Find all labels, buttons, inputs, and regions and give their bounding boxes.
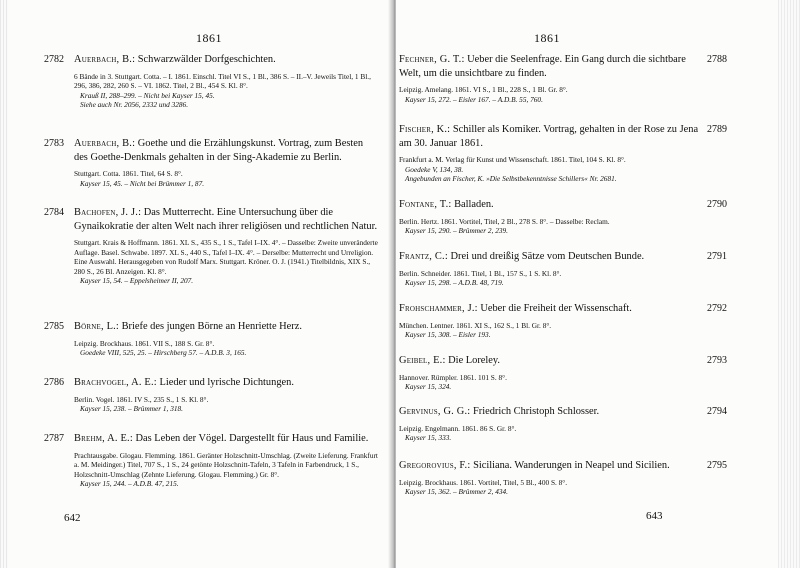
- entry-info: Leipzig. Amelang. 1861. VI S., 1 Bl., 228 S., 1 Bl. Gr. 8°.: [399, 85, 568, 94]
- page-header-right: 1861: [534, 31, 560, 45]
- entry-2790: [399, 198, 727, 236]
- entry-title: Schiller als Komiker. Vortrag, gehalten in der Rose zu Jena am 30. Januar 1861.: [399, 124, 699, 149]
- entry-title: Siciliana. Wanderungen in Neapel und Sicilien.: [473, 460, 670, 471]
- entry-2782: [44, 53, 378, 110]
- entry-heading: [399, 459, 699, 473]
- entry-title: Das Leben der Vögel. Dargestellt für Haus und Familie.: [135, 433, 369, 444]
- entry-author: Börne, L.:: [74, 321, 120, 332]
- entry-info: Stuttgart. Cotta. 1861. Titel, 64 S. 8°.: [74, 169, 183, 178]
- entry-2788: [399, 53, 727, 104]
- entry-number: 2790: [707, 199, 727, 210]
- entry-heading: [399, 123, 699, 150]
- entry-info: 6 Bände in 3. Stuttgart. Cotta. – I. 1861. Einschl. Titel VI S., 1 Bl., 386 S. – II.–V. Jeweils Titel, 1 Bl., 296, 386, 282, 260 S. – VI. 1862. Titel, 2 Bl., 454 S. Kl. 8°.: [74, 71, 371, 91]
- entry-info: Berlin. Hertz. 1861. Vortitel, Titel, 2 Bl., 278 S. 8°. – Dasselbe: Reclam.: [399, 216, 610, 226]
- entry-heading: [399, 354, 699, 368]
- entry-title: Friedrich Christoph Schlosser.: [472, 406, 600, 417]
- entry-title: Ueber die Seelenfrage. Ein Gang durch die sichtbare Welt, um die unsichtbare zu finden.: [399, 54, 686, 79]
- entry-author: Fontane, T.:: [399, 199, 452, 210]
- entry-info: Leipzig. Brockhaus. 1861. VII S., 188 S. Gr. 8°.: [74, 338, 215, 348]
- entry-heading: [399, 250, 699, 264]
- entry-author: Brehm, A. E.:: [74, 433, 133, 444]
- entry-heading: [74, 432, 378, 446]
- entry-title: Lieder und lyrische Dichtungen.: [159, 377, 294, 388]
- entry-2791: [399, 250, 727, 288]
- entry-title: Balladen.: [454, 199, 494, 210]
- entry-number: 2793: [707, 355, 727, 366]
- entry-number: 2792: [707, 303, 727, 314]
- page-edge-left: [0, 0, 8, 568]
- entry-ref: Kayser 15, 333.: [405, 433, 452, 443]
- entry-author: Frantz, C.:: [399, 251, 448, 262]
- page-number-left: 642: [64, 512, 81, 524]
- entry-info: Stuttgart. Krais & Hoffmann. 1861. XL S., 435 S., 1 S., Tafel I–IX. 4°. – Dasselbe: Zweite unveränderte Auflage. Basel. Schwabe. 1897. XL S., 440 S., Tafel I–IX. 4°. – Derselbe: Mutterrecht und Urreligion. Eine Auswahl. Herausgegeben von Rudolf Marx. Stuttgart. Kröner. O. J. (1941.) Titelbildnis, XIX S., 280 S., 26 Bl. Anzeigen. Kl. 8°.: [74, 238, 378, 276]
- entry-info: Berlin. Schneider. 1861. Titel, 1 Bl., 157 S., 1 S. Kl. 8°.: [399, 268, 562, 278]
- entry-ref: Angebunden an Fischer, K. »Die Selbstbekenntnisse Schillers« Nr. 2681.: [405, 174, 617, 184]
- entry-ref: Kayser 15, 362. – Brümmer 2, 434.: [405, 487, 508, 497]
- page-edge-right: [778, 0, 800, 568]
- entry-number: 2794: [707, 406, 727, 417]
- entry-ref: Kayser 15, 290. – Brümmer 2, 239.: [405, 226, 508, 236]
- entry-title: Ueber die Freiheit der Wissenschaft.: [480, 303, 632, 314]
- entry-ref: Kayser 15, 45. – Nicht bei Brümmer 1, 87.: [80, 178, 205, 188]
- entry-2787: [44, 432, 378, 489]
- entry-title: Die Loreley.: [448, 355, 501, 366]
- entry-ref: Kayser 15, 244. – A.D.B. 47, 215.: [80, 479, 179, 489]
- entry-2792: [399, 302, 727, 340]
- entry-heading: [74, 320, 378, 334]
- entry-number: 2788: [707, 54, 727, 65]
- entry-ref: Kayser 15, 238. – Brümmer 1, 318.: [80, 404, 183, 414]
- entry-number: 2791: [707, 251, 727, 262]
- entry-title: Goethe und die Erzählungskunst. Vortrag, zum Besten des Goethe-Denkmals gehalten in der Sing-Akademie zu Berlin.: [74, 138, 364, 163]
- entry-ref: Goedeke V, 134, 38.: [405, 164, 464, 174]
- entry-heading: [74, 376, 378, 390]
- entry-ref: Kayser 15, 298. – A.D.B. 48, 719.: [405, 278, 504, 288]
- entry-2795: [399, 459, 727, 497]
- entry-ref: Krauß II, 288–299. – Nicht bei Kayser 15, 45.: [80, 90, 215, 100]
- entry-2786: [44, 376, 378, 414]
- entry-number: 2786: [44, 377, 64, 388]
- entry-number: 2782: [44, 54, 64, 65]
- entry-ref: Kayser 15, 324.: [405, 382, 452, 392]
- entry-title: Drei und dreißig Sätze vom Deutschen Bunde.: [450, 251, 645, 262]
- entry-ref: Siehe auch Nr. 2056, 2332 und 3286.: [80, 100, 189, 110]
- entry-2794: [399, 405, 727, 443]
- entry-author: Gregorovius, F.:: [399, 460, 471, 471]
- entry-2783: [44, 137, 378, 188]
- entry-number: 2787: [44, 433, 64, 444]
- entry-number: 2795: [707, 460, 727, 471]
- entry-ref: Kayser 15, 272. – Eisler 167. – A.D.B. 55, 760.: [405, 94, 543, 104]
- entry-title: Das Mutterrecht. Eine Untersuchung über die Gynaikokratie der alten Welt nach ihrer religiösen und rechtlichen Natur.: [74, 207, 378, 232]
- entry-info: München. Lentner. 1861. XI S., 162 S., 1 Bl. Gr. 8°.: [399, 320, 552, 330]
- entry-info: Leipzig. Engelmann. 1861. 86 S. Gr. 8°.: [399, 423, 517, 433]
- page-header-left: 1861: [196, 31, 222, 45]
- entry-author: Gervinus, G. G.:: [399, 406, 471, 417]
- entry-info: Frankfurt a. M. Verlag für Kunst und Wissenschaft. 1861. Titel, 104 S. Kl. 8°.: [399, 155, 626, 164]
- entry-number: 2783: [44, 138, 64, 149]
- entry-author: Auerbach, B.:: [74, 54, 136, 65]
- entry-author: Auerbach, B.:: [74, 138, 136, 149]
- entry-heading: [74, 206, 378, 233]
- entry-info: Leipzig. Brockhaus. 1861. Vortitel, Titel, 5 Bl., 400 S. 8°.: [399, 477, 568, 487]
- entry-author: Brachvogel, A. E.:: [74, 377, 157, 388]
- entry-heading: [399, 302, 699, 316]
- entry-title: Schwarzwälder Dorfgeschichten.: [137, 54, 276, 65]
- entry-ref: Goedeke VIII, 525, 25. – Hirschberg 57. – A.D.B. 3, 165.: [80, 348, 247, 358]
- entry-info: Hannover. Rümpler. 1861. 101 S. 8°.: [399, 372, 507, 382]
- entry-author: Frohschammer, J.:: [399, 303, 478, 314]
- left-page: [0, 0, 392, 568]
- entry-info: Prachtausgabe. Glogau. Flemming. 1861. Geränter Holzschnitt-Umschlag. (Zweite Lieferung. Frankfurt a. M. Meidinger.) Titel, 707 S., 1 S., 24 getönte Holzschnitt-Tafeln, 3 Tafeln in Farbendruck, 1 S., Holzschnitt-Umschlag (Zehnte Lieferung. Glogau. Flemming.) Gr. 8°.: [74, 450, 378, 479]
- entry-heading: [399, 198, 699, 212]
- entry-title: Briefe des jungen Börne an Henriette Herz.: [121, 321, 302, 332]
- entry-author: Bachofen, J. J.:: [74, 207, 142, 218]
- page-number-right: 643: [646, 510, 663, 522]
- entry-ref: Kayser 15, 308. – Eisler 193.: [405, 330, 491, 340]
- entry-2793: [399, 354, 727, 392]
- entry-2785: [44, 320, 378, 358]
- entry-2784: [44, 206, 378, 286]
- entry-heading: [399, 53, 699, 80]
- entry-heading: [399, 405, 699, 419]
- entry-info: Berlin. Vogel. 1861. IV S., 235 S., 1 S. Kl. 8°.: [74, 394, 209, 404]
- entry-2789: [399, 123, 727, 184]
- entry-author: Fechner, G. T.:: [399, 54, 465, 65]
- entry-number: 2785: [44, 321, 64, 332]
- entry-author: Fischer, K.:: [399, 124, 451, 135]
- entry-number: 2789: [707, 124, 727, 135]
- entry-heading: [74, 137, 378, 164]
- entry-ref: Kayser 15, 54. – Eppelsheimer II, 207.: [80, 276, 194, 286]
- entry-number: 2784: [44, 207, 64, 218]
- entry-heading: [74, 53, 378, 67]
- right-page: [396, 0, 800, 568]
- entry-author: Geibel, E.:: [399, 355, 446, 366]
